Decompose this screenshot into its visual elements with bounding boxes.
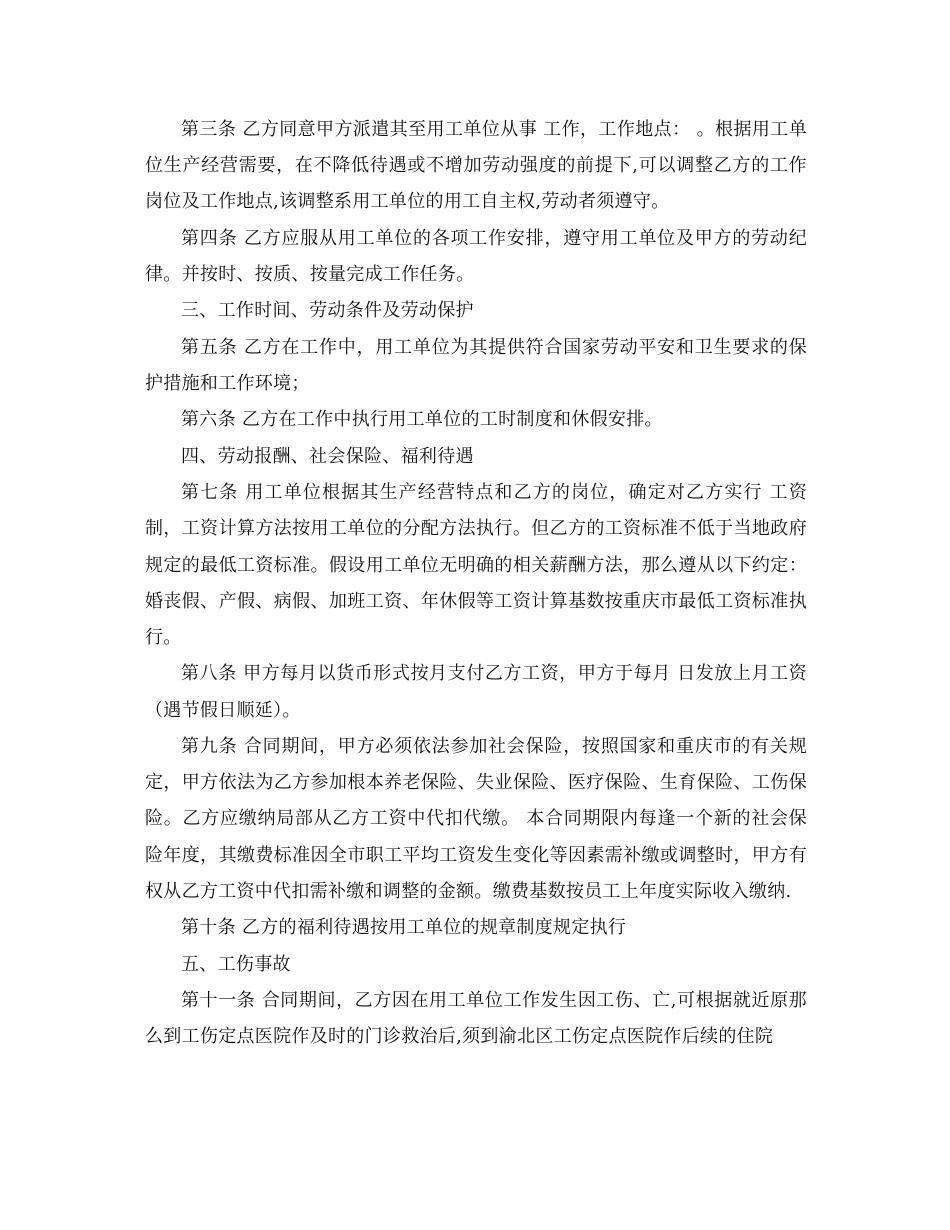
document-page [145,112,807,1055]
paragraph-article-6: 第六条 乙方在工作中执行用工单位的工时制度和休假安排。 [181,409,663,431]
paragraph-article-3: 第三条 乙方同意甲方派遣其至用工单位从事 工作，工作地点： 。根据用工单位生产经营需要，在不降低待遇或不增加劳动强度的前提下,可以调整乙方的工作岗位及工作地点,该调整系用工单位的用工自主权,劳动者须遵守。 [145,119,807,213]
paragraph-article-10: 第十条 乙方的福利待遇按用工单位的规章制度规定执行 [181,917,627,939]
section-heading-5: 五、工伤事故 [181,953,291,975]
paragraph-article-8: 第八条 甲方每月以货币形式按月支付乙方工资，甲方于每月 日发放上月工资（遇节假日顺延）。 [145,663,807,721]
section-heading-4: 四、劳动报酬、社会保险、福利待遇 [181,445,474,467]
paragraph-article-9: 第九条 合同期间，甲方必须依法参加社会保险，按照国家和重庆市的有关规定，甲方依法为乙方参加根本养老保险、失业保险、医疗保险、生育保险、工伤保险。乙方应缴纳局部从乙方工资中代扣代缴。 本合同期限内每逢一个新的社会保险年度，其缴费标准因全市职工平均工资发生变化等因素需补缴或调整时，甲方有权从乙方工资中代扣需补缴和调整的金额。缴费基数按员工上年度实际收入缴纳. [145,735,807,902]
paragraph-article-11: 第十一条 合同期间，乙方因在用工单位工作发生因工伤、亡,可根据就近原那么到工伤定点医院作及时的门诊救治后,须到渝北区工伤定点医院作后续的住院 [145,989,807,1048]
section-heading-3: 三、工作时间、劳动条件及劳动保护 [181,300,474,322]
paragraph-article-4: 第四条 乙方应服从用工单位的各项工作安排，遵守用工单位及甲方的劳动纪律。并按时、按质、按量完成工作任务。 [145,227,807,285]
paragraph-article-5: 第五条 乙方在工作中，用工单位为其提供符合国家劳动平安和卫生要求的保护措施和工作环境； [145,336,807,394]
paragraph-article-7: 第七条 用工单位根据其生产经营特点和乙方的岗位，确定对乙方实行 工资制，工资计算方法按用工单位的分配方法执行。但乙方的工资标准不低于当地政府规定的最低工资标准。假设用工单位无明确的相关薪酬方法，那么遵从以下约定：婚丧假、产假、病假、加班工资、年休假等工资计算基数按重庆市最低工资标准执行。 [145,482,807,648]
